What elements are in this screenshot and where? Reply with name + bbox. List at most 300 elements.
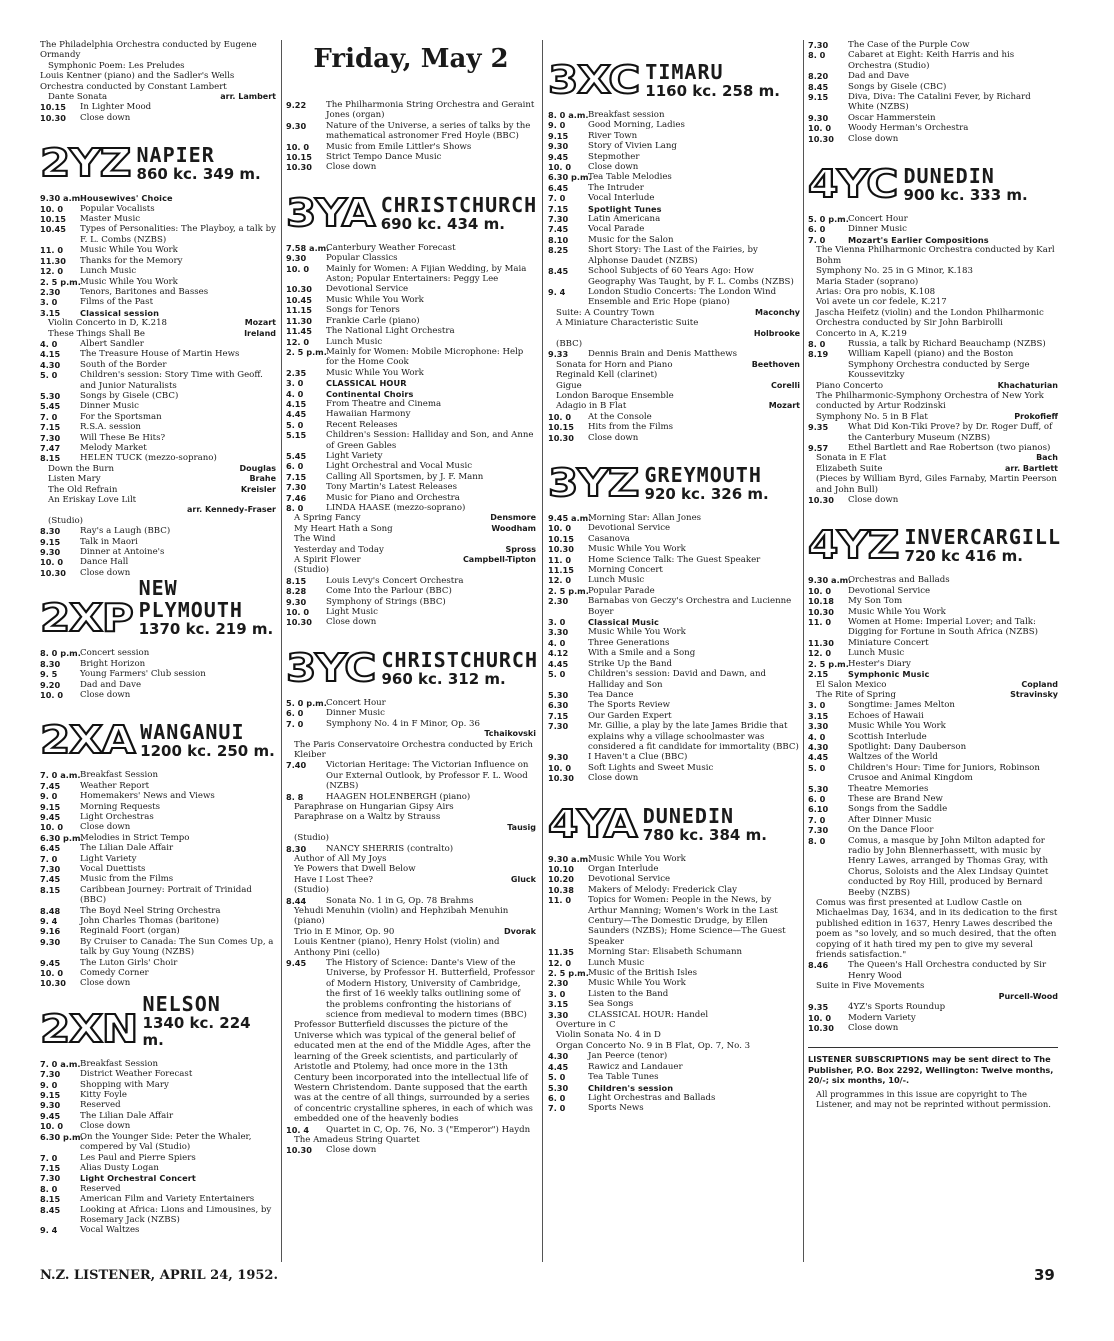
programme-entry bbox=[40, 245, 276, 255]
item-composer: arr. Lambert bbox=[220, 92, 276, 102]
programme-title: Music While You Work bbox=[588, 853, 686, 864]
programme-entry bbox=[286, 284, 536, 294]
programme-title: Music of the British Isles bbox=[588, 968, 698, 979]
programme-time: 9.30 bbox=[548, 141, 569, 152]
programme-entry bbox=[548, 978, 800, 988]
programme-item bbox=[286, 555, 536, 565]
programme-item bbox=[286, 812, 536, 822]
programme-entry bbox=[808, 586, 1058, 596]
item-composer: Mozart bbox=[768, 401, 800, 411]
programme-entry bbox=[548, 1083, 800, 1093]
programme-time: 5. 0 bbox=[808, 762, 826, 773]
programme-time: 7. 0 bbox=[548, 193, 566, 204]
programme-entry bbox=[40, 906, 276, 916]
programme-title: Music While You Work bbox=[80, 245, 178, 256]
programme-title: Spotlight: Dany Dauberson bbox=[848, 741, 967, 752]
programme-entry bbox=[286, 295, 536, 305]
programme-entry bbox=[548, 565, 800, 575]
item-title: My Heart Hath a Song bbox=[294, 523, 393, 534]
programme-time: 8.45 bbox=[808, 81, 829, 92]
station-call-sign: 2YZ bbox=[40, 141, 131, 186]
programme-time: 6.10 bbox=[808, 804, 829, 815]
programme-title: School Subjects of 60 Years Ago: How Geography Was Taught, by F. L. Combs (NZBS) bbox=[588, 266, 794, 287]
item-composer: Douglas bbox=[239, 463, 276, 473]
programme-time: 9.30 bbox=[286, 253, 307, 264]
programme-note: London Baroque Ensemble bbox=[556, 390, 674, 401]
programme-entry bbox=[40, 537, 276, 547]
station-call-sign: 3YC bbox=[286, 645, 376, 690]
programme-entry bbox=[808, 495, 1058, 505]
station-info bbox=[904, 165, 1028, 204]
programme-entry bbox=[40, 770, 276, 780]
programme-title: Housewives' Choice bbox=[80, 193, 173, 204]
programme-title: By Cruiser to Canada: The Sun Comes Up, a talk by Guy Young (NZBS) bbox=[80, 936, 274, 958]
programme-title: Reginald Foort (organ) bbox=[80, 926, 180, 937]
station-call-sign: 2XA bbox=[40, 718, 135, 763]
programme-time: 7.40 bbox=[286, 760, 307, 771]
programme-entry bbox=[40, 1100, 276, 1110]
programme-title: NANCY SHERRIS (contralto) bbox=[326, 843, 454, 854]
station-frequency: 900 kc. 333 m. bbox=[903, 186, 1028, 205]
programme-time: 11.30 bbox=[286, 315, 312, 326]
programme-entry bbox=[40, 277, 276, 287]
programme-title: Songs from the Saddle bbox=[848, 804, 948, 815]
programme-time: 10. 0 bbox=[40, 822, 64, 833]
programme-time: 10.30 bbox=[808, 606, 834, 617]
programme-entry bbox=[808, 836, 1058, 898]
programme-time: 9.45 bbox=[548, 151, 569, 162]
column-divider bbox=[803, 40, 804, 1262]
programme-title: Tenors, Baritones and Basses bbox=[80, 286, 209, 297]
page-number: 39 bbox=[1034, 1266, 1055, 1284]
programme-title: Light Orchestras bbox=[80, 811, 154, 822]
programme-time: 8.15 bbox=[40, 884, 61, 895]
programme-entry bbox=[286, 399, 536, 409]
programme-time: 11.45 bbox=[286, 326, 312, 337]
programme-time: 7.15 bbox=[286, 471, 307, 482]
programme-time: 4. 0 bbox=[40, 338, 58, 349]
programme-time: 7.45 bbox=[548, 224, 569, 235]
programme-time: 4.30 bbox=[548, 1051, 569, 1062]
programme-title: Concert session bbox=[80, 648, 150, 659]
item-title: El Salon Mexico bbox=[816, 679, 887, 690]
column-3 bbox=[548, 40, 800, 1114]
programme-entry bbox=[548, 711, 800, 721]
programme-time: 7. 0 bbox=[40, 1152, 58, 1163]
programme-title: Mainly for Women: Mobile Microphone: Help for the Home Cook bbox=[326, 346, 524, 368]
programme-note: Concerto in A, K.219 bbox=[816, 328, 907, 339]
item-title: Trio in E Minor, Op. 90 bbox=[294, 926, 395, 937]
station-header bbox=[40, 576, 276, 641]
programme-title: Devotional Service bbox=[326, 284, 409, 295]
programme-entry bbox=[286, 253, 536, 263]
programme-time: 10.30 bbox=[548, 432, 574, 443]
programme-entry bbox=[808, 638, 1058, 648]
programme-entry bbox=[548, 1093, 800, 1103]
programme-entry bbox=[40, 1111, 276, 1121]
programme-time: 7.15 bbox=[548, 710, 569, 721]
programme-time: 2.30 bbox=[40, 286, 61, 297]
item-title: The Old Refrain bbox=[48, 484, 118, 495]
programme-entry bbox=[40, 1121, 276, 1131]
programme-title: Vocal Duettists bbox=[80, 863, 146, 874]
programme-title: Symphony No. 4 in F Minor, Op. 36 bbox=[326, 718, 480, 729]
programme-entry bbox=[40, 659, 276, 669]
programme-title: Scottish Interlude bbox=[848, 731, 927, 742]
programme-title: Types of Personalities: The Playboy, a talk by F. L. Combs (NZBS) bbox=[80, 224, 276, 245]
programme-time: 3.30 bbox=[548, 1009, 569, 1020]
programme-title: Morning Star: Allan Jones bbox=[588, 513, 702, 523]
programme-title: Cabaret at Eight: Keith Harris and his Orchestra (Studio) bbox=[848, 50, 1015, 71]
subscription-text: LISTENER SUBSCRIPTIONS may be sent direct to The Publisher, P.O. Box 2292, Wellington: Twelve months, 20/-; six months, 10/-. bbox=[808, 1054, 1054, 1085]
programme-entry bbox=[40, 937, 276, 958]
programme-title: Close down bbox=[80, 112, 131, 123]
programme-title: Echoes of Hawaii bbox=[848, 710, 924, 721]
programme-entry bbox=[808, 40, 1058, 50]
station-info bbox=[645, 464, 769, 503]
programme-time: 9. 4 bbox=[40, 1225, 58, 1236]
item-title: Sonata for Horn and Piano bbox=[556, 359, 673, 370]
programme-entry bbox=[286, 586, 536, 596]
programme-time: 9. 5 bbox=[40, 669, 58, 680]
programme-entry bbox=[548, 120, 800, 130]
programme-entry bbox=[808, 1023, 1058, 1033]
programme-entry bbox=[548, 854, 800, 864]
programme-entry bbox=[548, 700, 800, 710]
programme-entry bbox=[548, 721, 800, 752]
programme-entry bbox=[286, 698, 536, 708]
programme-title: Home Science Talk: The Guest Speaker bbox=[588, 554, 761, 565]
programme-title: Makers of Melody: Frederick Clay bbox=[588, 884, 737, 895]
programme-title: The Queen's Hall Orchestra conducted by Sir Henry Wood bbox=[848, 960, 1047, 981]
station-header bbox=[40, 991, 276, 1051]
programme-entry bbox=[40, 1163, 276, 1173]
programme-entry bbox=[286, 347, 536, 368]
programme-item bbox=[40, 329, 276, 339]
programme-time: 7. 0 bbox=[808, 234, 826, 245]
programme-title: Close down bbox=[326, 1145, 377, 1156]
programme-entry bbox=[548, 586, 800, 596]
programme-title: Alias Dusty Logan bbox=[80, 1162, 159, 1173]
programme-time: 8.15 bbox=[40, 453, 61, 464]
programme-entry bbox=[286, 958, 536, 1020]
station-frequency: 1370 kc. 219 m. bbox=[138, 620, 274, 639]
programme-title: Devotional Service bbox=[588, 874, 671, 885]
programme-time: 4.15 bbox=[286, 398, 307, 409]
programme-title: Music for Piano and Orchestra bbox=[326, 492, 460, 503]
station-header bbox=[548, 457, 800, 503]
programme-entry bbox=[548, 544, 800, 554]
programme-title: Light Orchestral and Vocal Music bbox=[326, 461, 473, 472]
programme-time: 6. 0 bbox=[808, 224, 826, 235]
programme-entry bbox=[40, 680, 276, 690]
programme-title: Lunch Music bbox=[848, 648, 905, 659]
item-title: Paraphrase on a Waltz by Strauss bbox=[294, 812, 441, 823]
station-info bbox=[139, 577, 276, 638]
programme-time: 2. 5 p.m. bbox=[286, 346, 327, 357]
station-city: TIMARU bbox=[645, 60, 724, 84]
programme-entry bbox=[40, 1080, 276, 1090]
programme-entry bbox=[40, 401, 276, 411]
programme-time: 10. 0 bbox=[286, 607, 310, 618]
station-info bbox=[137, 144, 261, 183]
programme-title: Music While You Work bbox=[588, 627, 686, 638]
programme-entry bbox=[548, 575, 800, 585]
programme-entry bbox=[548, 523, 800, 533]
programme-title: Close down bbox=[80, 1121, 131, 1132]
programme-time: 7.15 bbox=[548, 203, 569, 214]
programme-entry bbox=[808, 339, 1058, 349]
programme-note: Yehudi Menuhin (violin) and Hephzibah Menuhin (piano) bbox=[294, 906, 509, 927]
programme-entry bbox=[548, 763, 800, 773]
programme-time: 8.10 bbox=[548, 234, 569, 245]
programme-entry bbox=[548, 989, 800, 999]
programme-item bbox=[40, 495, 276, 505]
programme-time: 10.45 bbox=[286, 294, 312, 305]
programme-title: Close down bbox=[80, 978, 131, 989]
programme-time: 7.30 bbox=[808, 825, 829, 836]
programme-entry bbox=[40, 453, 276, 463]
programme-title: Tea Table Tunes bbox=[588, 1072, 659, 1083]
programme-time: 11.15 bbox=[286, 305, 312, 316]
programme-title: Mainly for Women: A Fijian Wedding, by Maia Aston; Popular Entertainers: Peggy Lee bbox=[326, 263, 527, 285]
item-title: Author of All My Joys bbox=[294, 853, 387, 864]
item-title: Paraphrase on Hungarian Gipsy Airs bbox=[294, 801, 454, 812]
programme-item bbox=[40, 92, 276, 102]
programme-entry bbox=[548, 596, 800, 617]
item-composer: Maconchy bbox=[755, 307, 800, 317]
programme-title: Popular Vocalists bbox=[80, 203, 155, 214]
item-composer: Tausig bbox=[507, 822, 536, 832]
programme-entry bbox=[40, 812, 276, 822]
programme-title: Hester's Diary bbox=[848, 658, 911, 669]
programme-time: 5. 0 p.m. bbox=[808, 214, 849, 225]
programme-note: Comus was first presented at Ludlow Castle on Michaelmas Day, 1634, and in its dedication to the first published edition in 1637, Henry Lawes described the poem as "so lovely, and so much desired, that the often copying of it hath tired my pen to give my several friends satisfaction." bbox=[816, 898, 1058, 961]
programme-time: 8.48 bbox=[40, 905, 61, 916]
programme-entry bbox=[548, 958, 800, 968]
programme-entry bbox=[286, 264, 536, 285]
item-composer: Prokofieff bbox=[1014, 411, 1058, 421]
programme-entry bbox=[286, 760, 536, 791]
station-city: GREYMOUTH bbox=[644, 463, 762, 487]
programme-title: Melody Market bbox=[80, 443, 147, 453]
programme-entry bbox=[808, 732, 1058, 742]
station-frequency: 780 kc. 384 m. bbox=[642, 825, 767, 844]
programme-entry bbox=[286, 607, 536, 617]
programme-title: The Case of the Purple Cow bbox=[848, 40, 970, 50]
programme-title: With a Smile and a Song bbox=[588, 648, 696, 659]
programme-entry bbox=[286, 316, 536, 326]
programme-title: Sonata No. 1 in G, Op. 78 Brahms bbox=[326, 895, 474, 906]
programme-item bbox=[286, 823, 536, 833]
programme-title: My Son Tom bbox=[848, 596, 903, 607]
item-composer: Mozart bbox=[244, 318, 276, 328]
programme-note: Maria Stader (soprano) bbox=[816, 276, 919, 287]
programme-time: 10. 0 bbox=[808, 585, 832, 596]
programme-entry bbox=[808, 123, 1058, 133]
programme-entry bbox=[40, 224, 276, 245]
station-info bbox=[140, 721, 275, 760]
programme-entry bbox=[40, 256, 276, 266]
programme-time: 8.45 bbox=[40, 1204, 61, 1215]
programme-time: 8. 0 bbox=[286, 503, 304, 513]
programme-title: Ray's a Laugh (BBC) bbox=[80, 526, 171, 537]
programme-time: 9.45 a.m. bbox=[548, 513, 592, 523]
item-title: A Miniature Characteristic Suite bbox=[556, 318, 699, 329]
programme-title: Close down bbox=[326, 617, 377, 628]
programme-title: Vocal Parade bbox=[588, 224, 645, 235]
programme-entry bbox=[548, 874, 800, 884]
station-header bbox=[40, 137, 276, 186]
programme-item bbox=[286, 545, 536, 555]
programme-entry bbox=[548, 287, 800, 308]
programme-time: 9.20 bbox=[40, 679, 61, 690]
programme-entry bbox=[286, 1125, 536, 1135]
programme-time: 6.45 bbox=[40, 843, 61, 854]
station-frequency: 1200 kc. 250 m. bbox=[140, 742, 275, 761]
programme-time: 5.30 bbox=[808, 783, 829, 794]
programme-title: Recent Releases bbox=[326, 419, 398, 430]
programme-entry bbox=[548, 669, 800, 690]
programme-title: Our Garden Expert bbox=[588, 710, 672, 721]
item-composer: Holbrooke bbox=[753, 328, 800, 338]
programme-title: Music While You Work bbox=[588, 544, 686, 555]
station-call-sign: 4YA bbox=[548, 801, 637, 846]
programme-time: 9.15 bbox=[40, 1090, 61, 1101]
programme-title: Russia, a talk by Richard Beauchamp (NZBS) bbox=[848, 338, 1046, 349]
programme-entry bbox=[808, 825, 1058, 835]
programme-entry bbox=[286, 326, 536, 336]
programme-time: 8. 0 bbox=[808, 835, 826, 846]
programme-title: Will These Be Hits? bbox=[80, 432, 166, 443]
item-title: Elizabeth Suite bbox=[816, 463, 883, 474]
programme-item bbox=[808, 453, 1058, 463]
programme-time: 8.15 bbox=[40, 1194, 61, 1205]
programme-title: For the Sportsman bbox=[80, 411, 162, 422]
programme-entry bbox=[40, 443, 276, 453]
programme-entry bbox=[40, 204, 276, 214]
programme-title: Concert Hour bbox=[326, 697, 386, 708]
programme-time: 2.30 bbox=[548, 978, 569, 989]
item-composer: Corelli bbox=[771, 380, 800, 390]
programme-note: (BBC) bbox=[556, 338, 583, 349]
programme-entry bbox=[40, 308, 276, 318]
programme-time: 4. 0 bbox=[286, 388, 304, 399]
programme-entry bbox=[40, 433, 276, 443]
programme-entry bbox=[808, 742, 1058, 752]
station-call-sign: 3YA bbox=[286, 190, 375, 235]
programme-time: 10. 0 bbox=[40, 557, 64, 568]
programme-time: 12. 0 bbox=[808, 648, 832, 659]
station-city: NEW PLYMOUTH bbox=[138, 576, 243, 623]
programme-title: The Boyd Neel String Orchestra bbox=[80, 905, 221, 916]
programme-time: 10.18 bbox=[808, 596, 834, 607]
programme-title: Louis Levy's Concert Orchestra bbox=[326, 575, 464, 586]
programme-item bbox=[286, 729, 536, 739]
programme-entry bbox=[286, 617, 536, 627]
programme-time: 9.35 bbox=[808, 422, 829, 433]
programme-title: Light Variety bbox=[80, 853, 137, 864]
programme-time: 3.15 bbox=[40, 307, 61, 318]
item-composer: Stravinsky bbox=[1010, 689, 1058, 699]
programme-time: 12. 0 bbox=[286, 336, 310, 347]
programme-entry bbox=[808, 1013, 1058, 1023]
programme-entry bbox=[548, 349, 800, 359]
programme-entry bbox=[548, 968, 800, 978]
programme-title: Thanks for the Memory bbox=[80, 255, 183, 266]
programme-time: 4. 0 bbox=[548, 637, 566, 648]
programme-title: Oscar Hammerstein bbox=[848, 112, 936, 123]
programme-entry bbox=[40, 916, 276, 926]
programme-entry bbox=[548, 1072, 800, 1082]
programme-time: 7.30 bbox=[40, 1069, 61, 1080]
programme-time: 9.35 bbox=[808, 1002, 829, 1013]
programme-time: 9. 0 bbox=[548, 120, 566, 131]
programme-entry bbox=[40, 266, 276, 276]
programme-entry bbox=[548, 690, 800, 700]
programme-item bbox=[286, 524, 536, 534]
programme-time: 9.45 bbox=[40, 811, 61, 822]
subscription-notice bbox=[808, 1047, 1058, 1109]
station-header bbox=[286, 642, 536, 688]
programme-entry bbox=[286, 493, 536, 503]
programme-time: 10.30 bbox=[548, 773, 574, 784]
programme-title: Talk in Maori bbox=[80, 536, 138, 547]
programme-note: The Amadeus String Quartet bbox=[294, 1134, 420, 1145]
programme-title: Reserved bbox=[80, 1183, 121, 1194]
programme-title: Master Music bbox=[80, 214, 141, 225]
item-title: The Rite of Spring bbox=[816, 689, 896, 700]
programme-title: CLASSICAL HOUR: Handel bbox=[588, 1009, 709, 1020]
programme-title: Strict Tempo Dance Music bbox=[326, 152, 442, 163]
programme-entry bbox=[808, 235, 1058, 245]
programme-entry bbox=[808, 659, 1058, 669]
programme-entry bbox=[40, 669, 276, 679]
programme-entry bbox=[40, 412, 276, 422]
programme-title: Diva, Diva: The Catalini Fever, by Richard White (NZBS) bbox=[848, 92, 1031, 113]
programme-time: 7. 0 bbox=[808, 814, 826, 825]
programme-title: Light Orchestral Concert bbox=[80, 1173, 196, 1184]
programme-time: 2.30 bbox=[548, 596, 569, 607]
programme-time: 7. 0 bbox=[548, 1103, 566, 1114]
programme-entry bbox=[548, 627, 800, 637]
item-composer: Khachaturian bbox=[997, 380, 1058, 390]
programme-title: Music from the Films bbox=[80, 874, 174, 885]
programme-title: Classical Music bbox=[588, 617, 659, 628]
programme-title: Dinner at Antoine's bbox=[80, 547, 165, 558]
programme-title: Vocal Waltzes bbox=[80, 1225, 140, 1236]
item-title: Sonata in E Flat bbox=[816, 453, 887, 464]
programme-entry bbox=[40, 339, 276, 349]
programme-title: John Charles Thomas (baritone) bbox=[80, 916, 220, 926]
programme-item bbox=[548, 318, 800, 328]
programme-time: 2. 5 p.m. bbox=[808, 658, 849, 669]
programme-title: Weather Report bbox=[80, 780, 150, 791]
programme-time: 9.30 bbox=[286, 596, 307, 607]
station-info bbox=[645, 61, 780, 100]
programme-entry bbox=[40, 1069, 276, 1079]
programme-entry bbox=[40, 422, 276, 432]
programme-time: 11. 0 bbox=[808, 617, 832, 628]
programme-entry bbox=[286, 597, 536, 607]
programme-time: 10.15 bbox=[40, 102, 66, 113]
programme-entry bbox=[40, 874, 276, 884]
programme-time: 10.38 bbox=[548, 884, 574, 895]
programme-entry bbox=[286, 461, 536, 471]
programme-entry bbox=[548, 513, 800, 523]
programme-time: 10. 0 bbox=[40, 689, 64, 700]
programme-title: Songtime: James Melton bbox=[848, 700, 955, 711]
